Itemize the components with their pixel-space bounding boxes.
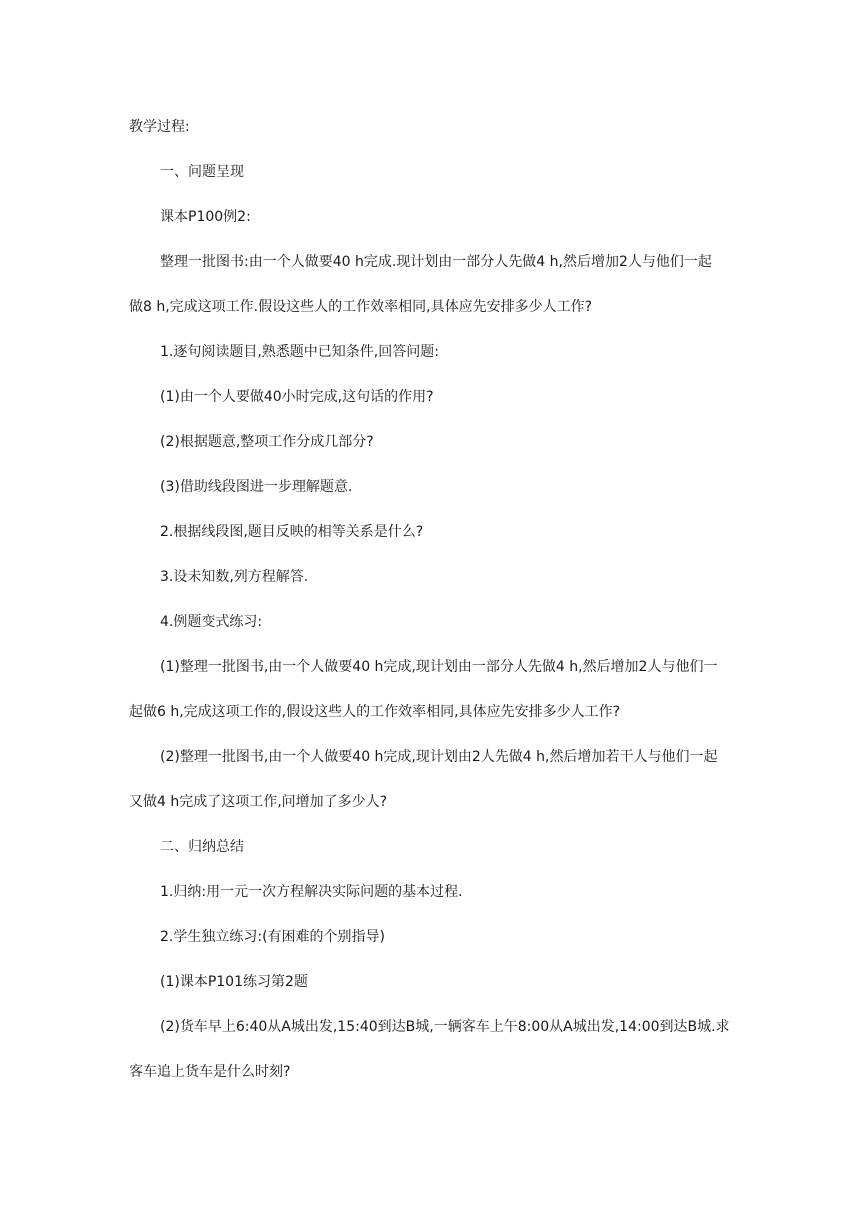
section-heading-teaching-process: 教学过程: (129, 119, 190, 135)
paragraph-line: (1)整理一批图书,由一个人做要40 h完成,现计划由一部分人先做4 h,然后增加2人与他们一 (160, 659, 718, 675)
paragraph-line: 3.设未知数,列方程解答. (160, 569, 309, 585)
paragraph-line: 4.例题变式练习: (160, 614, 263, 630)
paragraph-line: 做8 h,完成这项工作.假设这些人的工作效率相同,具体应先安排多少人工作? (129, 299, 593, 315)
paragraph-line: 1.归纳:用一元一次方程解决实际问题的基本过程. (160, 884, 463, 900)
paragraph-line: (2)货车早上6:40从A城出发,15:40到达B城,一辆客车上午8:00从A城出发,14:00到达B城.求 (160, 1019, 730, 1035)
paragraph-line: 2.学生独立练习:(有困难的个别指导) (160, 929, 385, 945)
paragraph-line: 又做4 h完成了这项工作,问增加了多少人? (129, 794, 388, 810)
paragraph-line: (1)由一个人要做40小时完成,这句话的作用? (160, 389, 434, 405)
paragraph-line: 客车追上货车是什么时刻? (129, 1064, 291, 1080)
paragraph-line: 1.逐句阅读题目,熟悉题中已知条件,回答问题: (160, 344, 439, 360)
section-heading-summary: 二、归纳总结 (160, 839, 244, 855)
paragraph-line: (2)整理一批图书,由一个人做要40 h完成,现计划由2人先做4 h,然后增加若干人与他们一起 (160, 749, 718, 765)
paragraph-line: (3)借助线段图进一步理解题意. (160, 479, 353, 495)
paragraph-line: 课本P100例2: (160, 209, 251, 225)
paragraph-line: (2)根据题意,整项工作分成几部分? (160, 434, 374, 450)
paragraph-line: 2.根据线段图,题目反映的相等关系是什么? (160, 524, 424, 540)
section-heading-problem: 一、问题呈现 (160, 164, 244, 180)
paragraph-line: 整理一批图书:由一个人做要40 h完成.现计划由一部分人先做4 h,然后增加2人与他们一起 (160, 254, 712, 270)
paragraph-line: 起做6 h,完成这项工作的,假设这些人的工作效率相同,具体应先安排多少人工作? (129, 704, 621, 720)
paragraph-line: (1)课本P101练习第2题 (160, 974, 308, 990)
